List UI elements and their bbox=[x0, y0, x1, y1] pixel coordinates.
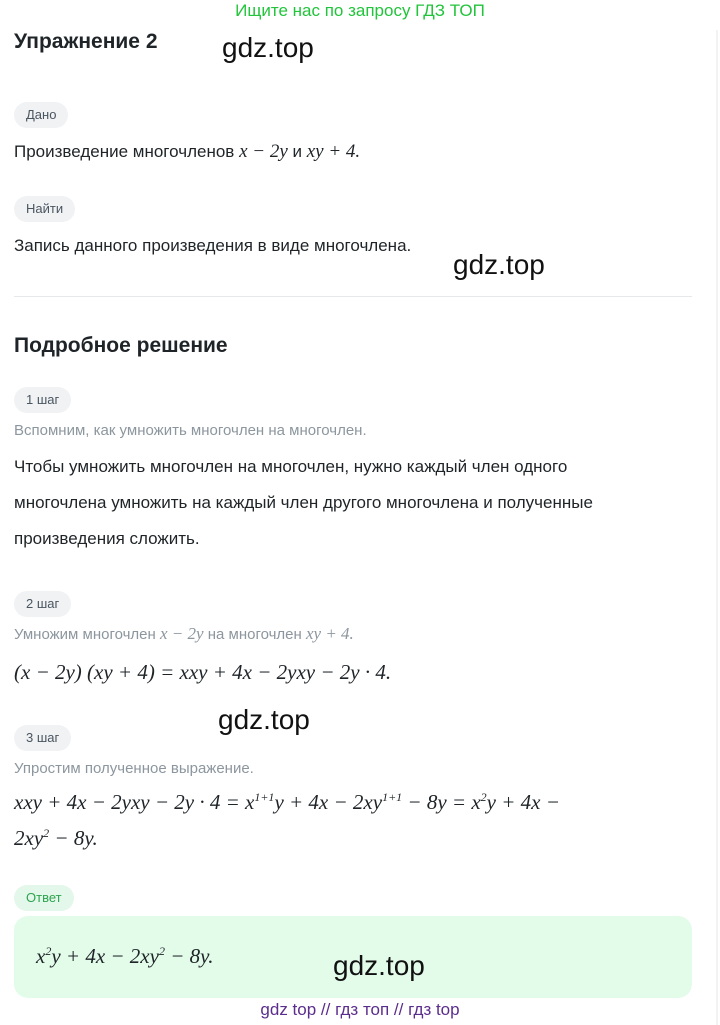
step-1-line: многочлена умножить на каждый член другого многочлена и полученные bbox=[14, 493, 593, 512]
given-and: и bbox=[292, 142, 302, 161]
exponent: 1+1 bbox=[254, 790, 275, 804]
step-2-note-expr: x − 2y bbox=[159, 624, 204, 643]
given-label: Произведение многочленов bbox=[14, 142, 235, 161]
find-text: Запись данного произведения в виде многочлена. bbox=[14, 236, 412, 255]
search-banner[interactable]: Ищите нас по запросу ГДЗ ТОП bbox=[235, 1, 485, 20]
formula-part: − 8y. bbox=[164, 944, 214, 968]
find-badge: Найти bbox=[14, 196, 75, 222]
step-2-note-text: Умножим многочлен bbox=[14, 626, 156, 643]
step-3-badge: 3 шаг bbox=[14, 725, 71, 751]
answer-badge: Ответ bbox=[14, 885, 74, 911]
exponent: 2 bbox=[43, 826, 50, 840]
formula-part: xxy + 4x − 2yxy − 2y · 4 = x bbox=[14, 790, 255, 814]
exponent: 2 bbox=[45, 944, 52, 958]
exponent: 2 bbox=[158, 944, 165, 958]
step-1-note: Вспомним, как умножить многочлен на многочлен. bbox=[14, 422, 367, 439]
step-2-note-text: на многочлен bbox=[207, 626, 302, 643]
step-1-badge: 1 шаг bbox=[14, 387, 71, 413]
formula-part: − 8y = x bbox=[402, 790, 481, 814]
given-text bbox=[14, 134, 360, 170]
formula-part: y + 4x − 2xy bbox=[51, 944, 159, 968]
watermark: gdz.top bbox=[222, 32, 314, 63]
exponent: 1+1 bbox=[382, 790, 403, 804]
step-3-formula-line-2 bbox=[14, 826, 98, 851]
exponent: 2 bbox=[480, 790, 487, 804]
formula-part: x bbox=[36, 944, 46, 968]
formula-part: − 8y. bbox=[49, 826, 98, 850]
section-divider bbox=[14, 296, 692, 297]
solution-heading: Подробное решение bbox=[14, 334, 228, 357]
watermark: gdz.top bbox=[218, 704, 310, 735]
watermark: gdz.top bbox=[333, 950, 425, 981]
step-2-badge: 2 шаг bbox=[14, 591, 71, 617]
page-edge-rule bbox=[716, 30, 718, 1025]
footer-links[interactable]: gdz top // гдз топ // гдз top bbox=[260, 1000, 460, 1019]
answer-formula bbox=[36, 944, 214, 969]
given-expr-1: x − 2y bbox=[239, 141, 288, 162]
given-badge: Дано bbox=[14, 102, 68, 128]
formula-part: y + 4x − 2xy bbox=[274, 790, 383, 814]
step-3-formula-line-1 bbox=[14, 790, 560, 815]
step-3-note: Упростим полученное выражение. bbox=[14, 760, 254, 777]
formula-part: y + 4x − bbox=[486, 790, 560, 814]
step-2-formula: (x − 2y) (xy + 4) = xxy + 4x − 2yxy − 2y · 4. bbox=[14, 660, 392, 684]
step-2-note-expr: xy + 4. bbox=[305, 624, 354, 643]
exercise-title: Упражнение 2 bbox=[14, 30, 158, 53]
watermark: gdz.top bbox=[453, 249, 545, 280]
given-expr-2: xy + 4. bbox=[306, 141, 361, 162]
step-1-line: Чтобы умножить многочлен на многочлен, нужно каждый член одного bbox=[14, 457, 568, 476]
step-1-line: произведения сложить. bbox=[14, 529, 200, 548]
formula-part: 2xy bbox=[14, 826, 44, 850]
step-2-note bbox=[14, 624, 354, 644]
